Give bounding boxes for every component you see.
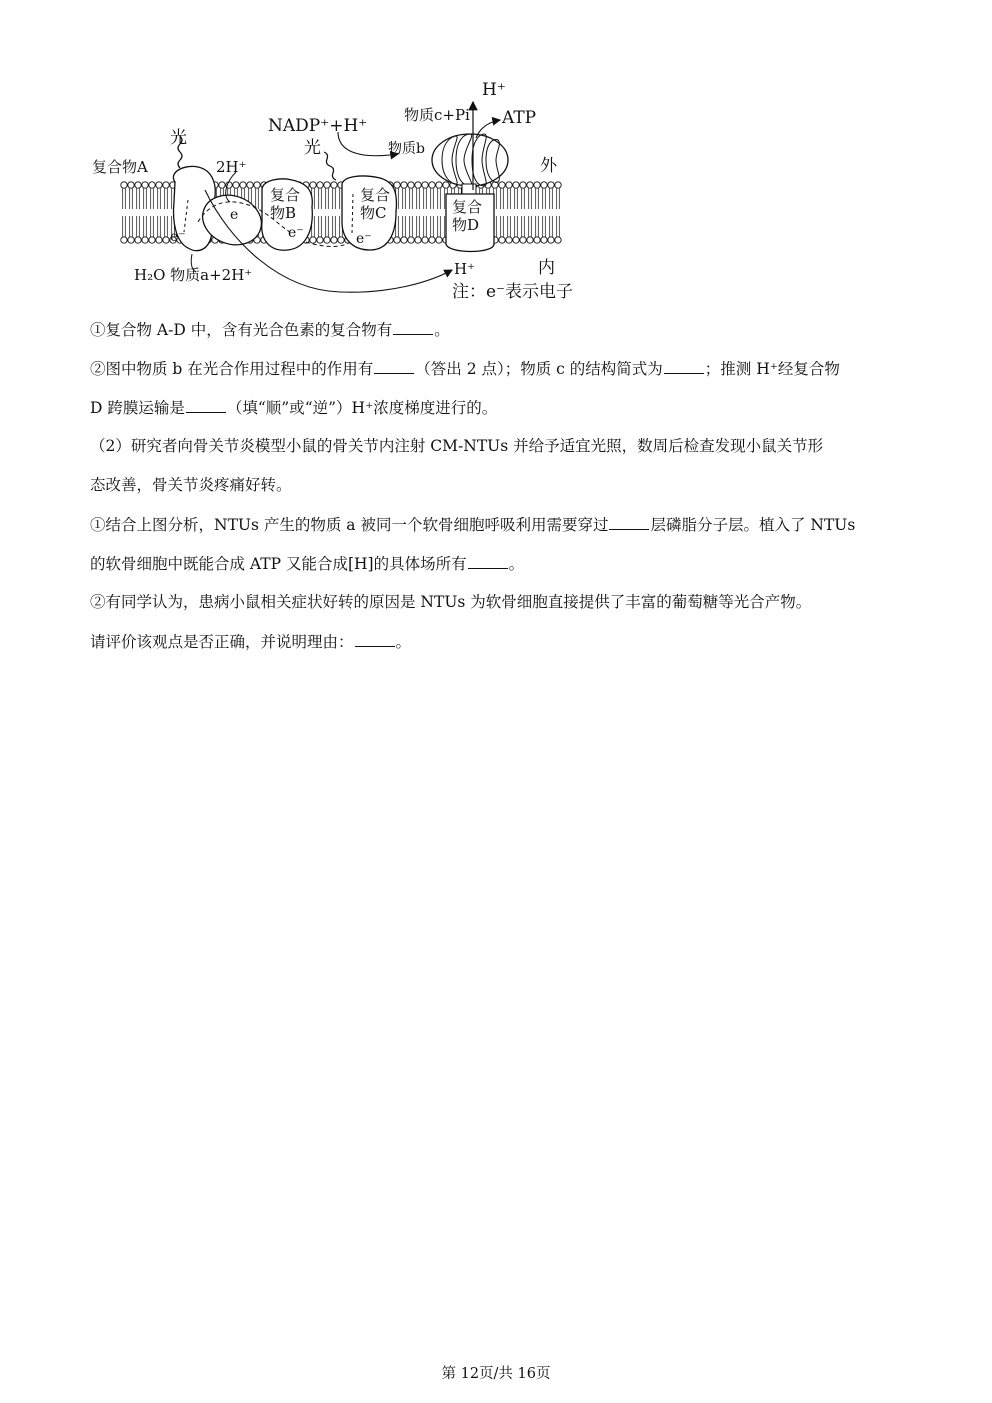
question-2-2-line1: ②有同学认为，患病小鼠相关症状好转的原因是 NTUs 为软骨细胞直接提供了丰富的葡萄糖等光合产物。	[90, 593, 812, 611]
h-plus-bottom-label: H⁺	[454, 260, 475, 278]
lipid-head	[149, 182, 155, 188]
lipid-head	[422, 182, 428, 188]
lipid-head	[135, 182, 141, 188]
lipid-head	[121, 237, 127, 243]
nadp-label: NADP⁺+H⁺	[268, 116, 368, 136]
lipid-head	[331, 237, 337, 243]
answer-blank[interactable]	[468, 554, 508, 569]
inside-label: 内	[538, 258, 555, 278]
lipid-head	[254, 182, 260, 188]
note-label: 注：e⁻表示电子	[452, 282, 574, 302]
lipid-head	[436, 237, 442, 243]
lipid-head	[534, 182, 540, 188]
lipid-head	[247, 182, 253, 188]
question-1-1: ①复合物 A-D 中，含有光合色素的复合物有 。	[90, 321, 450, 339]
lipid-head	[121, 182, 127, 188]
water-reaction-label: H₂O 物质a+2H⁺	[134, 266, 253, 284]
substance-b-label: 物质b	[388, 141, 425, 157]
lipid-head	[310, 237, 316, 243]
complex-c-label-line2: 物C	[360, 204, 387, 222]
h-plus-top-label: H⁺	[482, 80, 506, 100]
lipid-head	[331, 182, 337, 188]
answer-blank[interactable]	[664, 359, 704, 374]
complex-c-label-line1: 复合	[360, 186, 391, 204]
lipid-head	[142, 237, 148, 243]
lipid-head	[149, 237, 155, 243]
lipid-head	[156, 237, 162, 243]
lipid-head	[499, 237, 505, 243]
lipid-head	[142, 182, 148, 188]
complex-a-label: 复合物A	[92, 158, 148, 176]
lipid-head	[506, 237, 512, 243]
lipid-head	[135, 237, 141, 243]
lipid-head	[541, 237, 547, 243]
lipid-head	[520, 182, 526, 188]
question-2-2-line2: 请评价该观点是否正确，并说明理由： 。	[90, 633, 412, 651]
lipid-head	[128, 182, 134, 188]
question-2-1-line1: ①结合上图分析，NTUs 产生的物质 a 被同一个软骨细胞呼吸利用需要穿过 层磷脂分子层。植入了 NTUs	[90, 516, 856, 534]
lipid-head	[324, 182, 330, 188]
question-1-2-line2: D 跨膜运输是 （填“顺”或“逆”）H⁺浓度梯度进行的。	[90, 399, 498, 417]
lipid-head	[541, 182, 547, 188]
answer-blank[interactable]	[186, 398, 226, 413]
answer-blank[interactable]	[393, 320, 433, 335]
lipid-head	[233, 182, 239, 188]
lipid-head	[163, 237, 169, 243]
lipid-head	[527, 237, 533, 243]
lipid-head	[408, 182, 414, 188]
thylakoid-membrane-figure	[80, 72, 600, 312]
lipid-head	[548, 182, 554, 188]
substance-c-pi-label: 物质c+Pi	[404, 106, 470, 124]
lipid-head	[163, 182, 169, 188]
lipid-head	[394, 182, 400, 188]
page-footer: 第 12页/共 16页	[441, 1366, 551, 1382]
lipid-head	[429, 237, 435, 243]
lipid-head	[520, 237, 526, 243]
answer-blank[interactable]	[374, 359, 414, 374]
question-2-1-line2: 的软骨细胞中既能合成 ATP 又能合成[H]的具体场所有 。	[90, 555, 525, 573]
lipid-head	[506, 182, 512, 188]
answer-blank[interactable]	[355, 632, 395, 647]
lipid-head	[429, 182, 435, 188]
lipid-head	[534, 237, 540, 243]
lipid-head	[128, 237, 134, 243]
lipid-head	[219, 182, 225, 188]
light-left-label: 光	[304, 138, 321, 158]
complex-b-label-line1: 复合	[270, 186, 301, 204]
complex-d-label-line2: 物D	[452, 216, 480, 234]
lipid-head	[240, 182, 246, 188]
answer-blank[interactable]	[609, 515, 649, 530]
question-2-intro-line1: （2）研究者向骨关节炎模型小鼠的骨关节内注射 CM-NTUs 并给予适宜光照，数周后检查发现小鼠关节形	[90, 437, 824, 455]
lipid-head	[513, 237, 519, 243]
lipid-head	[415, 182, 421, 188]
lipid-head	[443, 182, 449, 188]
lipid-head	[527, 182, 533, 188]
lipid-head	[408, 237, 414, 243]
electron-b-label: e⁻	[288, 225, 304, 241]
complex-b-label-line2: 物B	[270, 204, 297, 222]
atp-label: ATP	[502, 108, 537, 128]
lipid-head	[415, 237, 421, 243]
outside-label: 外	[540, 156, 557, 176]
lipid-head	[436, 182, 442, 188]
lipid-head	[317, 182, 323, 188]
electron-c-label: e⁻	[356, 231, 372, 247]
question-1-2-line1: ②图中物质 b 在光合作用过程中的作用有 （答出 2 点）；物质 c 的结构简式为 ；推测 H⁺经复合物	[90, 360, 840, 378]
light-top-label: 光	[170, 128, 187, 148]
electron-mid-label: e	[230, 207, 239, 223]
lipid-head	[338, 237, 344, 243]
lipid-head	[401, 237, 407, 243]
electron-a-label: e⁻	[170, 229, 186, 245]
lipid-head	[324, 237, 330, 243]
lipid-head	[555, 237, 561, 243]
lipid-head	[548, 237, 554, 243]
lipid-head	[555, 182, 561, 188]
lipid-head	[401, 182, 407, 188]
two-h-plus-label: 2H⁺	[216, 158, 247, 176]
lipid-head	[317, 237, 323, 243]
lipid-head	[422, 237, 428, 243]
lipid-head	[394, 237, 400, 243]
lipid-head	[310, 182, 316, 188]
lipid-head	[499, 182, 505, 188]
complex-d-label-line1: 复合	[452, 198, 483, 216]
lipid-head	[156, 182, 162, 188]
question-2-intro-line2: 态改善，骨关节炎疼痛好转。	[90, 476, 292, 494]
lipid-head	[513, 182, 519, 188]
